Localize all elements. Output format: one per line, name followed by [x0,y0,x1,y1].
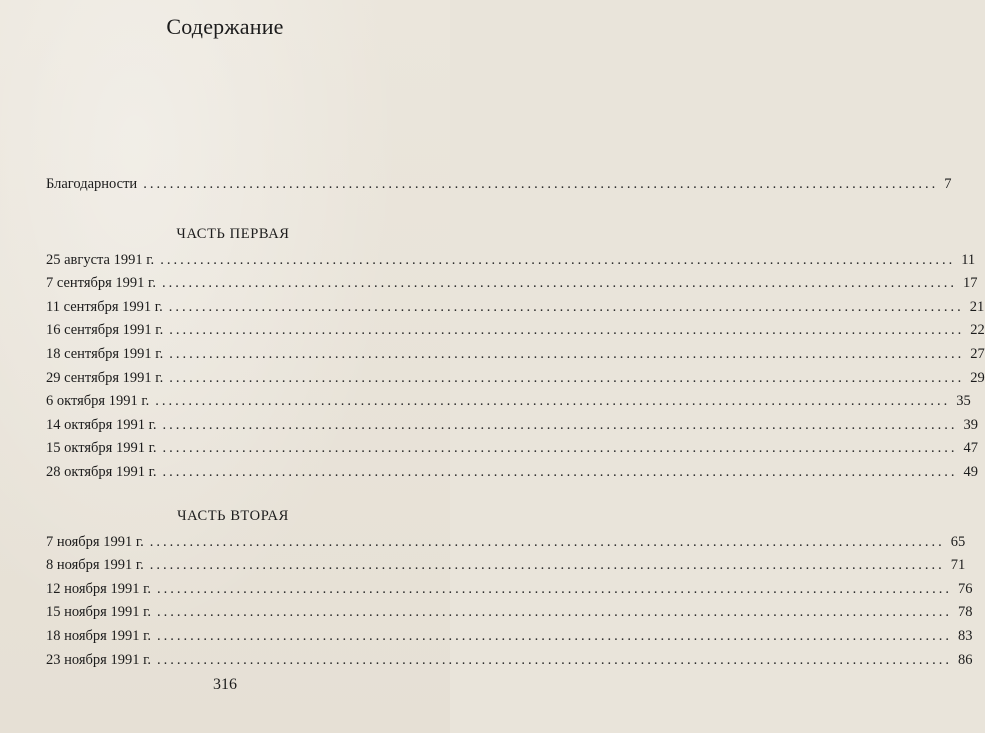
toc-entry-page: 83 [958,627,973,644]
toc-entry-label: 6 октября 1991 г. [46,393,150,410]
toc-entry-page: 86 [958,651,973,668]
toc-entry [46,627,973,652]
part-heading: ЧАСТЬ ВТОРАЯ [177,507,289,524]
leader-dots: ........................................................................................................................ [157,580,953,597]
toc-entry [46,275,978,299]
leader-dots: ........................................................................................................................ [162,440,958,457]
toc-entry [46,322,985,346]
toc-entry-page: 11 [961,251,976,268]
leader-dots: ........................................................................................................................ [149,557,945,574]
toc-entry-page: 78 [958,604,973,621]
toc-entry-label: 15 ноября 1991 г. [46,604,152,621]
leader-dots: ........................................................................................................................ [169,322,965,339]
leader-dots: ........................................................................................................................ [157,627,953,644]
part-heading: ЧАСТЬ ПЕРВАЯ [176,225,290,242]
toc-entry [46,416,979,441]
toc-entry-label: 7 сентября 1991 г. [46,275,156,292]
toc-entry [46,557,966,581]
toc-entry-label: 29 сентября 1991 г. [46,369,164,386]
toc-entry-label: 7 ноября 1991 г. [46,533,144,550]
toc-entry-page: 22 [970,322,985,339]
toc-entry [46,533,966,558]
toc-entry [46,345,985,370]
toc-entry-label: 15 октября 1991 г. [46,440,157,457]
toc-entry [46,604,973,628]
toc-entry-page: 49 [963,463,979,480]
leader-dots: ........................................................................................................................ [157,651,953,668]
toc-entry [46,463,979,488]
leader-dots: ........................................................................................................................ [162,463,958,480]
toc-entry-label: 23 ноября 1991 г. [46,651,152,668]
leader-dots: ........................................................................................................................ [157,604,953,621]
toc-entry-page: 7 [944,176,952,192]
leader-dots: ........................................................................................................................ [143,176,939,192]
leader-dots: ........................................................................................................................ [149,533,945,550]
toc-entry-label: 28 октября 1991 г. [46,463,157,480]
toc-entry-label: 25 августа 1991 г. [46,251,155,268]
toc-entry-page: 47 [963,440,979,457]
leader-dots: ........................................................................................................................ [155,393,951,410]
toc-entry [46,580,973,605]
toc-entry [46,651,973,676]
toc-entry-page: 17 [962,275,978,292]
toc-entry-page: 39 [963,416,979,433]
toc-entry [46,298,985,323]
toc-entry [46,393,971,417]
page-title: Содержание [166,14,284,39]
toc-entry-label: 8 ноября 1991 г. [46,557,144,574]
toc-entry [46,369,985,394]
toc-entry-label: 16 сентября 1991 г. [46,322,164,339]
page-number: 316 [213,676,237,693]
toc-entry-acknowledgements [46,176,952,200]
toc-entry-label: 18 ноября 1991 г. [46,627,152,644]
toc-entry-page: 27 [970,345,985,362]
toc-entry-label: 12 ноября 1991 г. [46,580,152,597]
toc-entry-page: 76 [958,580,973,597]
toc-entry-label: Благодарности [46,176,138,192]
toc-entry-page: 65 [950,533,966,550]
toc-entry-page: 71 [950,557,966,574]
leader-dots: ........................................................................................................................ [169,369,965,386]
toc-entry-page: 21 [969,298,985,315]
leader-dots: ........................................................................................................................ [162,416,958,433]
leader-dots: ........................................................................................................................ [161,275,957,292]
toc-entry-label: 18 сентября 1991 г. [46,345,164,362]
toc-entry-page: 35 [956,393,971,410]
toc-entry [46,440,979,464]
toc-entry-label: 14 октября 1991 г. [46,416,157,433]
toc-entry-page: 29 [970,369,985,386]
leader-dots: ........................................................................................................................ [160,251,956,268]
leader-dots: ........................................................................................................................ [168,298,964,315]
toc-entry [46,251,976,276]
leader-dots: ........................................................................................................................ [169,345,965,362]
toc-entry-label: 11 сентября 1991 г. [46,298,163,315]
table-of-contents [46,176,985,675]
